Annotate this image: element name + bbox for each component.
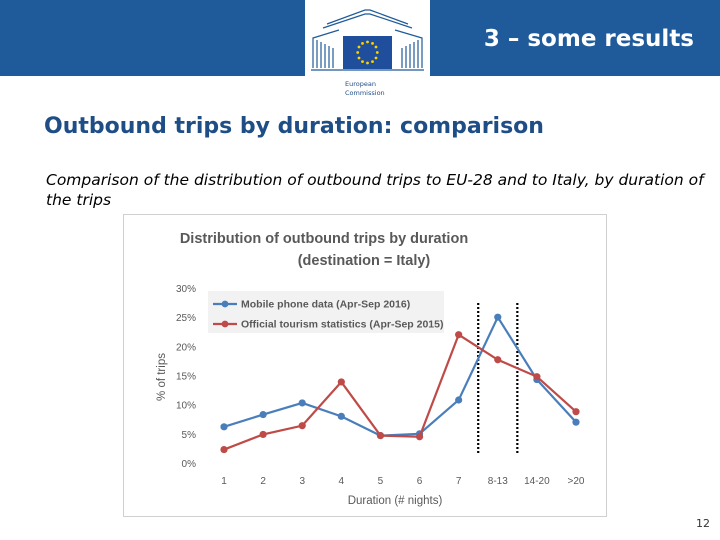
- series-line-official-tourism-statistics: [224, 335, 576, 450]
- data-point: [260, 411, 267, 418]
- x-tick-label: 14-20: [524, 476, 550, 487]
- data-point: [455, 331, 462, 338]
- y-tick-label: 20%: [175, 342, 196, 354]
- chart-subtitle: (destination = Italy): [297, 253, 431, 269]
- x-tick-label: 6: [416, 476, 423, 487]
- data-point: [572, 408, 579, 415]
- series-line-mobile-phone-data: [224, 317, 576, 435]
- data-point: [377, 432, 384, 439]
- y-tick-label: 25%: [175, 313, 196, 325]
- data-point: [572, 419, 579, 426]
- data-point: [220, 446, 227, 453]
- x-tick-label: 8-13: [487, 476, 508, 487]
- legend-label: Mobile phone data (Apr-Sep 2016): [241, 298, 411, 311]
- y-tick-label: 30%: [175, 284, 196, 295]
- y-axis-label: % of trips: [156, 353, 168, 401]
- data-point: [533, 373, 540, 380]
- data-point: [494, 314, 501, 321]
- x-tick-label: 4: [338, 476, 345, 487]
- x-tick-label: >20: [567, 476, 585, 487]
- x-tick-label: 5: [377, 476, 384, 487]
- x-tick-label: 2: [260, 476, 266, 487]
- x-tick-label: 1: [221, 476, 227, 487]
- x-axis-label: Duration (# nights): [347, 495, 443, 507]
- slide-title: Outbound trips by duration: comparison: [44, 114, 544, 139]
- ec-logo: [305, 0, 430, 102]
- chart-title: Distribution of outbound trips by duration: [179, 231, 469, 247]
- logo-text-line2: Commission: [345, 89, 385, 97]
- data-point: [260, 431, 267, 438]
- x-tick-label: 7: [455, 476, 462, 487]
- logo-text-line1: European: [345, 80, 376, 88]
- y-tick-label: 5%: [181, 429, 196, 441]
- data-point: [494, 356, 501, 363]
- y-tick-label: 15%: [175, 371, 196, 383]
- section-title: 3 – some results: [483, 26, 694, 52]
- data-point: [338, 378, 345, 385]
- chart-frame: [123, 214, 607, 517]
- y-tick-label: 10%: [175, 400, 196, 412]
- legend-swatch-marker: [222, 301, 229, 308]
- line-chart: [124, 215, 606, 516]
- legend-swatch-marker: [222, 321, 229, 328]
- data-point: [299, 399, 306, 406]
- x-tick-label: 3: [299, 476, 306, 487]
- data-point: [416, 433, 423, 440]
- ec-logo-graphic: [305, 0, 430, 102]
- page-number: 12: [696, 517, 710, 530]
- data-point: [220, 423, 227, 430]
- slide-subtitle: Comparison of the distribution of outbound trips to EU-28 and to Italy, by duration of the trips: [46, 171, 704, 209]
- data-point: [455, 396, 462, 403]
- data-point: [299, 422, 306, 429]
- data-point: [338, 413, 345, 420]
- legend-label: Official tourism statistics (Apr-Sep 2015): [241, 318, 444, 331]
- y-tick-label: 0%: [181, 459, 196, 470]
